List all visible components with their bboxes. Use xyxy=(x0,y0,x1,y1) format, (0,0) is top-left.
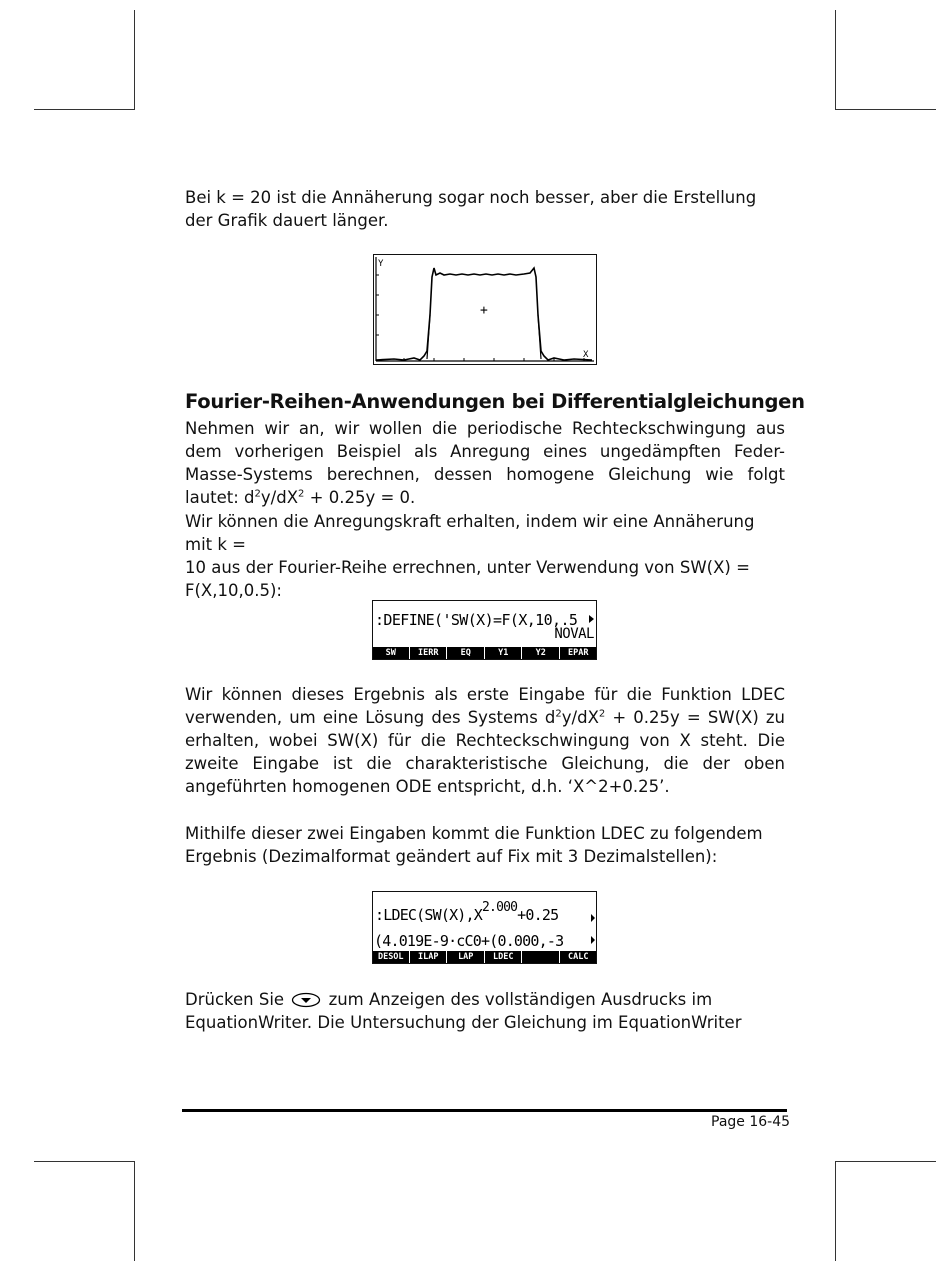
softkey-sw[interactable]: SW xyxy=(373,647,410,659)
text-line: EquationWriter. Die Untersuchung der Gleichung im EquationWriter xyxy=(185,1013,742,1032)
cursor-crosshair: + xyxy=(480,303,488,318)
crop-mark xyxy=(34,1161,134,1162)
footer-rule xyxy=(182,1109,787,1112)
softkey-ldec[interactable]: LDEC xyxy=(486,951,523,963)
lcd-exponent: 2.000 xyxy=(482,900,518,915)
equationwriter-paragraph xyxy=(185,988,785,1034)
superscript: 2 xyxy=(298,488,305,500)
overflow-arrow-icon xyxy=(591,936,595,944)
lcd-command-line xyxy=(375,900,559,924)
crop-mark xyxy=(134,1161,135,1261)
ldec-paragraph xyxy=(185,683,785,798)
lcd-result: (4.019E-9·cC0+(0.000,-3 xyxy=(374,932,564,950)
ode-text: Nehmen wir an, wir wollen die periodische Rechteckschwingung aus dem vorherigen Beispiel als Anregung eines ungedämpften Feder-Masse-Systems berechnen, dessen homogene Gleichung wie folgt lautet: d xyxy=(185,419,785,507)
text-line: Wir können die Anregungskraft erhalten, indem wir eine Annäherung mit k = xyxy=(185,512,755,554)
softkey-ierr[interactable]: IERR xyxy=(411,647,448,659)
crop-mark xyxy=(835,10,836,110)
overflow-arrow-icon xyxy=(589,615,594,623)
ode-text: y/dX xyxy=(260,488,299,507)
softkey-eq[interactable]: EQ xyxy=(448,647,485,659)
text-line: Ergebnis (Dezimalformat geändert auf Fix mit 3 Dezimalstellen): xyxy=(185,847,718,866)
section-heading: Fourier-Reihen-Anwendungen bei Differentialgleichungen xyxy=(185,390,805,413)
excitation-paragraph xyxy=(185,510,785,602)
softkey-ilap[interactable]: ILAP xyxy=(411,951,448,963)
ldec-text: y/dX xyxy=(561,708,599,727)
text-segment: zum Anzeigen des vollständigen Ausdrucks im xyxy=(328,990,713,1009)
text-line: F(X,10,0.5): xyxy=(185,581,282,600)
softkey-bar xyxy=(373,951,596,963)
ode-paragraph xyxy=(185,417,785,509)
ode-text: + 0.25y = 0. xyxy=(304,488,416,507)
text-segment: Drücken Sie xyxy=(185,990,285,1009)
superscript: 2 xyxy=(598,708,606,720)
lcd-command-line: :DEFINE('SW(X)=F(X,10,.5 xyxy=(375,611,578,629)
crop-mark xyxy=(134,10,135,110)
crop-mark xyxy=(34,109,134,110)
softkey-desol[interactable]: DESOL xyxy=(373,951,410,963)
softkey-y1[interactable]: Y1 xyxy=(486,647,523,659)
ldec-text: + 0.25y = SW(X) zu erhalten, wobei SW(X) für die Rechteckschwingung von X steht. Die zweite Eingabe ist die charakteristische Gleichung, die der oben angeführten homogenen ODE entspricht, d.h. ‘X^2+0.25’. xyxy=(185,708,785,796)
crop-mark xyxy=(835,1161,836,1261)
lcd-result: NOVAL xyxy=(554,626,594,642)
softkey-epar[interactable]: EPAR xyxy=(568,648,589,658)
superscript: 2 xyxy=(555,708,562,720)
overflow-arrow-icon xyxy=(591,914,595,922)
softkey-y2[interactable]: Y2 xyxy=(523,647,560,659)
calculator-screen-define xyxy=(372,600,597,660)
intro-paragraph: Bei k = 20 ist die Annäherung sogar noch besser, aber die Erstellung der Grafik dauert länger. xyxy=(185,188,757,230)
down-arrow-key-icon xyxy=(291,992,321,1008)
softkey-lap[interactable]: LAP xyxy=(448,951,485,963)
result-paragraph xyxy=(185,822,785,868)
text-line: 10 aus der Fourier-Reihe errechnen, unter Verwendung von SW(X) = xyxy=(185,558,750,577)
ldec-text: Wir können dieses Ergebnis als erste Eingabe für die Funktion LDEC verwenden, um eine Lösung des Systems d xyxy=(185,685,785,727)
plot-canvas xyxy=(374,255,595,363)
softkey-calc[interactable]: CALC xyxy=(568,952,589,962)
x-axis-label: X xyxy=(583,350,589,360)
square-wave-plot xyxy=(373,254,597,365)
lcd-text: :LDEC(SW(X),X xyxy=(375,906,483,924)
softkey-bar xyxy=(373,647,596,659)
lcd-text: +0.25 xyxy=(517,906,559,924)
crop-mark xyxy=(836,1161,936,1162)
text-line: Mithilfe dieser zwei Eingaben kommt die Funktion LDEC zu folgendem xyxy=(185,824,763,843)
y-axis-label: Y xyxy=(378,259,384,269)
superscript: 2 xyxy=(254,488,261,500)
calculator-screen-ldec xyxy=(372,891,597,964)
page-number: Page 16-45 xyxy=(711,1114,791,1130)
softkey-blank[interactable] xyxy=(523,951,560,963)
crop-mark xyxy=(836,109,936,110)
